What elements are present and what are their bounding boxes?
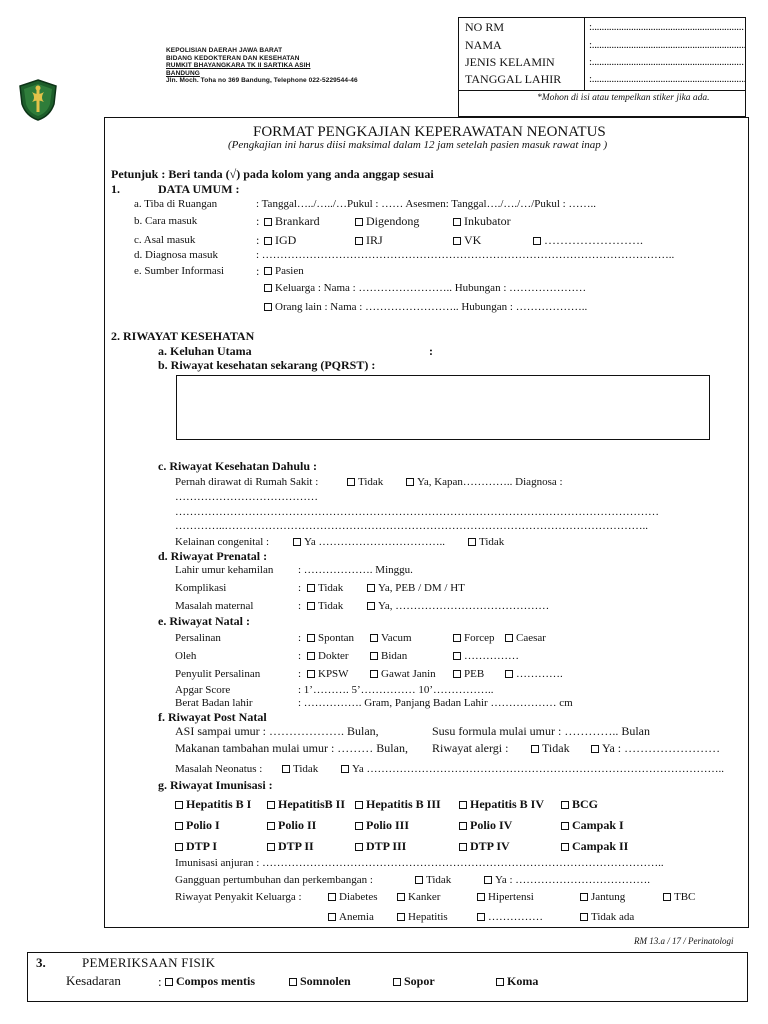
checkbox-icon [264,237,272,245]
checkbox-icon [328,893,336,901]
checkbox-icon [533,237,541,245]
lahir-umur-label: Lahir umur kehamilan [175,564,274,576]
field-nama[interactable]: :............................................................... [589,39,747,51]
checkbox-oleh-lainnya[interactable]: …………… [453,650,519,662]
checkbox-igd[interactable]: IGD [264,233,296,248]
diagnosa-field[interactable]: : ………………………………………………………………………………………………….. [256,249,675,261]
checkbox-pasien[interactable]: Pasien [264,265,304,277]
riwayat-sekarang-label: b. Riwayat kesehatan sekarang (PQRST) : [158,358,376,372]
checkbox-bidan[interactable]: Bidan [370,650,407,662]
dotted-line[interactable]: ………………………………… [175,491,318,503]
checkbox-icon [397,913,405,921]
checkbox-peb[interactable]: PEB [453,668,484,680]
keluhan-utama-label: a. Keluhan Utama [158,344,252,358]
checkbox-anemia[interactable]: Anemia [328,911,374,923]
komplikasi-label: Komplikasi [175,582,227,594]
checkbox-icon [453,652,461,660]
police-hospital-logo [16,78,60,122]
header-address: Jln. Moch. Toha no 369 Bandung, Telephone 022-5229544-46 [166,77,358,85]
checkbox-icon [307,584,315,592]
susu-formula-field[interactable]: Susu formula mulai umur : ………….. Bulan [432,724,650,738]
header-line-2: BIDANG KEDOKTERAN DAN KESEHATAN [166,54,300,62]
checkbox-neonatus-tidak[interactable]: Tidak [282,763,318,775]
checkbox-icon [355,801,363,809]
checkbox-maternal-ya[interactable]: Ya, …………………………………… [367,600,549,612]
checkbox-icon [264,218,272,226]
checkbox-icon [397,893,405,901]
checkbox-dokter[interactable]: Dokter [307,650,349,662]
section-3-number: 3. [36,955,46,970]
checkbox-vk[interactable]: VK [453,233,481,248]
section-1-heading: DATA UMUM : [158,182,240,196]
checkbox-icon [453,237,461,245]
checkbox-gawat-janin[interactable]: Gawat Janin [370,668,436,680]
form-code: RM 13.a / 17 / Perinatologi [634,936,734,946]
checkbox-icon [459,822,467,830]
checkbox-inkubator[interactable]: Inkubator [453,214,511,229]
checkbox-icon [663,893,671,901]
checkbox-icon [453,670,461,678]
checkbox-icon [264,267,272,275]
header-line-4: BANDUNG [166,69,200,77]
checkbox-alergi-ya[interactable]: Ya : …………………… [591,741,720,756]
checkbox-icon [341,765,349,773]
checkbox-gangguan-tidak[interactable]: Tidak [415,874,451,886]
colon: : [298,632,302,644]
checkbox-icon [367,602,375,610]
checkbox-icon [496,978,504,986]
header-line-3: RUMKIT BHAYANGKARA TK II SARTIKA ASIH [166,62,311,70]
checkbox-icon [561,822,569,830]
checkbox-jantung[interactable]: Jantung [580,891,625,903]
tiba-field[interactable]: : Tanggal…../…../…Pukul : …… Asesmen: Tanggal…./…./…/Pukul : …….. [256,198,596,210]
checkbox-icon [264,303,272,311]
checkbox-icon [459,843,467,851]
checkbox-campak-2[interactable]: Campak II [561,839,628,854]
checkbox-icon [477,893,485,901]
imunisasi-anjuran-field[interactable]: Imunisasi anjuran : ……………………………………………………………………………………………….. [175,857,664,869]
penyulit-label: Penyulit Persalinan [175,668,261,680]
masalah-maternal-label: Masalah maternal [175,600,254,612]
asal-masuk-label: c. Asal masuk [134,234,196,246]
colon: : [298,650,302,662]
checkbox-hipertensi[interactable]: Hipertensi [477,891,534,903]
section-3-heading: PEMERIKSAAN FISIK [82,955,216,970]
checkbox-sopor[interactable]: Sopor [393,974,435,989]
checkbox-brankard[interactable]: Brankard [264,214,320,229]
checkbox-icon [293,538,301,546]
riwayat-dahulu-label: c. Riwayat Kesehatan Dahulu : [158,459,318,473]
checkbox-icon [175,822,183,830]
asi-field[interactable]: ASI sampai umur : ………………. Bulan, [175,724,379,738]
dotted-line[interactable]: …………..…………………………………………………………………………………………………….. [175,520,648,532]
checkbox-icon [307,670,315,678]
checkbox-icon [289,978,297,986]
checkbox-caesar[interactable]: Caesar [505,632,546,644]
checkbox-polio-2[interactable]: Polio II [267,818,316,833]
checkbox-icon [561,843,569,851]
checkbox-icon [370,652,378,660]
colon: : [298,600,302,612]
checkbox-icon [580,893,588,901]
label-tanggal-lahir: TANGGAL LAHIR [465,72,562,86]
checkbox-forcep[interactable]: Forcep [453,632,495,644]
apgar-label: Apgar Score [175,684,231,696]
keluhan-utama-colon: : [429,344,433,358]
colon: : [298,668,302,680]
field-no-rm[interactable]: :.............................................................. [589,21,744,33]
checkbox-icon [406,478,414,486]
checkbox-komplikasi-ya[interactable]: Ya, PEB / DM / HT [367,582,465,594]
checkbox-icon [453,218,461,226]
checkbox-penyulit-lainnya[interactable]: …………. [505,668,563,680]
riwayat-sekarang-box[interactable] [176,375,710,440]
imunisasi-heading: g. Riwayat Imunisasi : [158,778,273,792]
natal-heading: e. Riwayat Natal : [158,614,250,628]
checkbox-asal-lainnya[interactable]: ……………………. [533,233,643,248]
checkbox-icon [347,478,355,486]
colon: : [256,214,260,228]
kesadaran-label: Kesadaran [66,973,121,988]
checkbox-dtp-2[interactable]: DTP II [267,839,314,854]
postnatal-heading: f. Riwayat Post Natal [158,710,267,724]
checkbox-kanker[interactable]: Kanker [397,891,440,903]
checkbox-tbc[interactable]: TBC [663,891,695,903]
sticker-note: *Mohon di isi atau tempelkan stiker jika ada. [537,93,710,103]
checkbox-icon [355,822,363,830]
patient-box-separator [459,90,745,91]
checkbox-icon [415,876,423,884]
header-line-1: KEPOLISIAN DAERAH JAWA BARAT [166,47,283,54]
checkbox-icon [282,765,290,773]
dotted-line[interactable]: …………………………………………………………………………………………………………………… [175,506,659,518]
lahir-umur-field[interactable]: : ………………. Minggu. [298,564,413,576]
hospital-header [166,47,358,85]
field-jenis-kelamin[interactable]: :.............................................................. [589,56,744,68]
checkbox-koma[interactable]: Koma [496,974,538,989]
masalah-neonatus-label: Masalah Neonatus : [175,763,263,775]
checkbox-dtp-3[interactable]: DTP III [355,839,406,854]
cara-masuk-label: b. Cara masuk [134,215,198,227]
checkbox-icon [175,843,183,851]
checkbox-polio-4[interactable]: Polio IV [459,818,512,833]
checkbox-bcg[interactable]: BCG [561,797,598,812]
kelainan-label: Kelainan congenital : [175,536,270,548]
checkbox-icon [370,670,378,678]
checkbox-icon [484,876,492,884]
riwayat-alergi-label: Riwayat alergi : [432,741,509,755]
checkbox-digendong[interactable]: Digendong [355,214,419,229]
checkbox-icon [477,913,485,921]
checkbox-compos-mentis[interactable]: Compos mentis [165,974,255,989]
checkbox-hepatitis-b-4[interactable]: Hepatitis B IV [459,797,544,812]
checkbox-neonatus-ya[interactable]: Ya …………………………………………………………………………………….. [341,763,724,775]
colon: : [256,264,260,278]
checkbox-somnolen[interactable]: Somnolen [289,974,351,989]
colon: : [298,582,302,594]
form-subtitle: (Pengkajian ini harus diisi maksimal dalam 12 jam setelah pasien masuk rawat inap ) [228,139,608,151]
field-tanggal-lahir[interactable]: :............................................................... [589,73,747,85]
checkbox-spontan[interactable]: Spontan [307,632,354,644]
checkbox-diabetes[interactable]: Diabetes [328,891,377,903]
checkbox-icon [580,913,588,921]
checkbox-hepatitis-b-2[interactable]: HepatitisB II [267,797,345,812]
persalinan-label: Persalinan [175,632,221,644]
checkbox-icon [468,538,476,546]
pernah-dirawat-label: Pernah dirawat di Rumah Sakit : [175,476,319,488]
section-2-heading: 2. RIWAYAT KESEHATAN [111,329,255,343]
checkbox-icon [355,237,363,245]
checkbox-hepatitis-b-3[interactable]: Hepatitis B III [355,797,441,812]
form-title: FORMAT PENGKAJIAN KEPERAWATAN NEONATUS [253,124,606,140]
checkbox-dtp-1[interactable]: DTP I [175,839,217,854]
tiba-label: a. Tiba di Ruangan [134,198,218,210]
makanan-tambahan-field[interactable]: Makanan tambahan mulai umur : ……… Bulan, [175,741,408,755]
checkbox-icon [264,284,272,292]
checkbox-icon [505,670,513,678]
checkbox-alergi-tidak[interactable]: Tidak [531,741,570,756]
checkbox-icon [355,218,363,226]
checkbox-icon [459,801,467,809]
checkbox-maternal-tidak[interactable]: Tidak [307,600,343,612]
checkbox-hepatitis[interactable]: Hepatitis [397,911,448,923]
prenatal-heading: d. Riwayat Prenatal : [158,549,268,563]
checkbox-icon [267,801,275,809]
diagnosa-label: d. Diagnosa masuk [134,249,219,261]
checkbox-icon [505,634,513,642]
checkbox-orang-lain[interactable]: Orang lain : Nama : …………………….. Hubungan : ……………….. [264,301,587,313]
checkbox-icon [307,652,315,660]
checkbox-icon [328,913,336,921]
checkbox-kongenital-ya[interactable]: Ya …………………………….. [293,536,445,548]
label-nama: NAMA [465,38,502,52]
checkbox-icon [267,822,275,830]
checkbox-komplikasi-tidak[interactable]: Tidak [307,582,343,594]
apgar-field[interactable]: : 1’………. 5’…………… 10’…………….. [298,684,494,696]
checkbox-icon [307,634,315,642]
checkbox-pernah-ya[interactable]: Ya, Kapan………….. Diagnosa : [406,476,563,488]
checkbox-polio-1[interactable]: Polio I [175,818,220,833]
checkbox-icon [453,634,461,642]
berat-label: Berat Badan lahir [175,697,253,709]
checkbox-campak-1[interactable]: Campak I [561,818,624,833]
checkbox-irj[interactable]: IRJ [355,233,383,248]
section-1-number: 1. [111,182,120,196]
checkbox-icon [355,843,363,851]
gangguan-label: Gangguan pertumbuhan dan perkembangan : [175,874,373,886]
checkbox-keluarga[interactable]: Keluarga : Nama : …………………….. Hubungan : ………………… [264,282,586,294]
oleh-label: Oleh [175,650,197,662]
sumber-label: e. Sumber Informasi [134,265,225,277]
checkbox-pernah-tidak[interactable]: Tidak [347,476,383,488]
checkbox-polio-3[interactable]: Polio III [355,818,409,833]
checkbox-icon [561,801,569,809]
berat-panjang-field[interactable]: : ……………. Gram, Panjang Badan Lahir ……………… cm [298,697,573,709]
checkbox-tidak-ada[interactable]: Tidak ada [580,911,634,923]
checkbox-kongenital-tidak[interactable]: Tidak [468,536,504,548]
checkbox-icon [367,584,375,592]
checkbox-icon [307,602,315,610]
kesadaran-colon: : [158,974,162,989]
checkbox-icon [175,801,183,809]
checkbox-icon [165,978,173,986]
checkbox-vacum[interactable]: Vacum [370,632,412,644]
checkbox-icon [267,843,275,851]
penyakit-keluarga-label: Riwayat Penyakit Keluarga : [175,891,302,903]
label-jenis-kelamin: JENIS KELAMIN [465,55,555,69]
checkbox-icon [591,745,599,753]
checkbox-kpsw[interactable]: KPSW [307,668,349,680]
checkbox-gangguan-ya[interactable]: Ya : ………………………………. [484,874,650,886]
colon: : [256,233,260,247]
checkbox-penyakit-lainnya[interactable]: …………… [477,911,543,923]
checkbox-icon [393,978,401,986]
checkbox-icon [370,634,378,642]
instruction: Petunjuk : Beri tanda (√) pada kolom yang anda anggap sesuai [111,167,434,181]
patient-box-divider [584,18,585,90]
checkbox-hepatitis-b-1[interactable]: Hepatitis B I [175,797,251,812]
checkbox-icon [531,745,539,753]
label-no-rm: NO RM [465,20,505,34]
checkbox-dtp-4[interactable]: DTP IV [459,839,510,854]
